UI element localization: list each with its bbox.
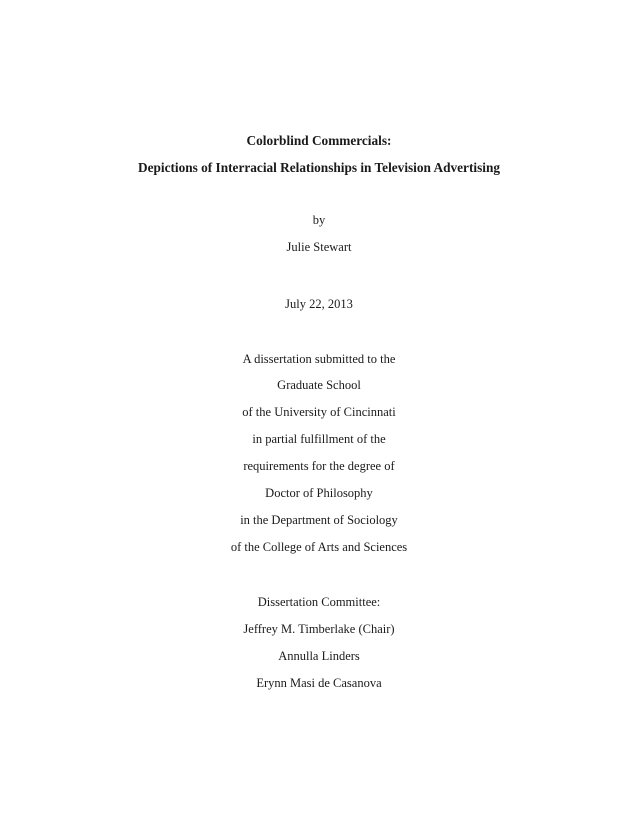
title-line-1: Colorblind Commercials:: [246, 133, 392, 148]
submission-line: in partial fulfillment of the: [252, 432, 386, 446]
submission-line: A dissertation submitted to the: [242, 352, 396, 366]
committee-member: Erynn Masi de Casanova: [256, 676, 382, 690]
author-by: by: [312, 213, 326, 227]
title-line-2: Depictions of Interracial Relationships in Television Advertising: [138, 160, 500, 175]
committee-member: Annulla Linders: [278, 649, 360, 663]
committee-member: Jeffrey M. Timberlake (Chair): [243, 622, 395, 636]
department-line: in the Department of Sociology: [240, 513, 398, 527]
committee-heading: Dissertation Committee:: [257, 595, 381, 609]
submission-line: of the University of Cincinnati: [242, 405, 396, 419]
submission-line: requirements for the degree of: [243, 459, 395, 473]
submission-line: Graduate School: [277, 378, 361, 392]
college-line: of the College of Arts and Sciences: [230, 540, 408, 554]
author-name: Julie Stewart: [286, 240, 352, 254]
degree-name: Doctor of Philosophy: [265, 486, 373, 500]
submission-date: July 22, 2013: [285, 297, 353, 311]
